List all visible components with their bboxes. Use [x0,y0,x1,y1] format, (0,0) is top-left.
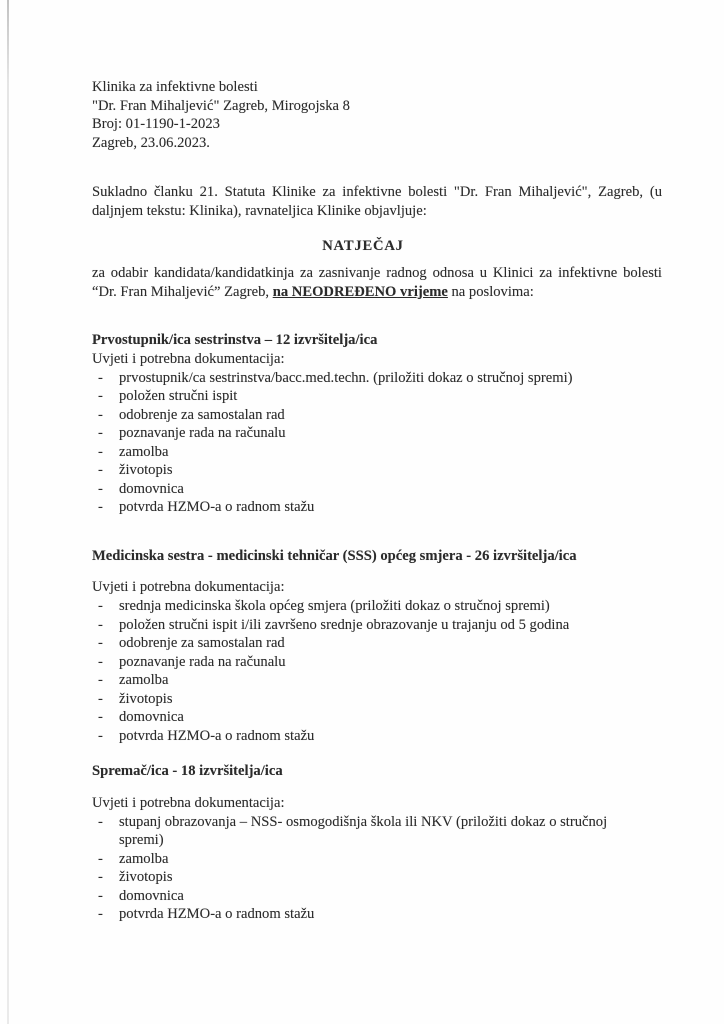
bullet-dash: - [98,480,103,497]
list-item [92,690,662,709]
list-item [92,498,662,517]
list-item [92,597,662,616]
bullet-dash: - [98,906,103,923]
list-item [92,868,662,887]
bullet-text: životopis [119,869,173,886]
list-item [92,443,662,462]
bullet-text: položen stručni ispit [119,388,238,405]
bullet-text: poznavanje rada na računalu [119,653,286,670]
bullet-text: srednja medicinska škola općeg smjera (priložiti dokaz o stručnoj spremi) [119,598,550,615]
document-content [92,78,662,924]
list-item [92,461,662,480]
job-section-heading: Spremač/ica - 18 izvršitelja/ica [92,763,283,780]
list-item [92,406,662,425]
job-section-medicinska-sestra [92,547,662,745]
bullet-dash: - [98,462,103,479]
letterhead [92,78,662,153]
bullet-dash: - [98,690,103,707]
bullet-dash: - [98,709,103,726]
bullet-text: prvostupnik/ca sestrinstva/bacc.med.techn. (priložiti dokaz o stručnoj spremi) [119,369,573,386]
requirements-list [92,597,662,745]
document-title: NATJEČAJ [322,238,404,255]
list-item [92,887,662,906]
bullet-dash: - [98,388,103,405]
letterhead-reference-number: Broj: 01-1190-1-2023 [92,116,220,133]
list-item [92,480,662,499]
bullet-dash: - [98,425,103,442]
list-item [92,424,662,443]
bullet-dash: - [98,672,103,689]
bullet-dash: - [98,813,103,830]
bullet-text: potvrda HZMO-a o radnom stažu [119,727,315,744]
letterhead-organization: Klinika za infektivne bolesti [92,79,258,95]
list-item [92,616,662,635]
bullet-text: zamolba [119,850,169,867]
job-section-prvostupnik [92,331,662,516]
bullet-dash: - [98,887,103,904]
bullet-text: poznavanje rada na računalu [119,425,286,442]
bullet-text: životopis [119,462,173,479]
list-item [92,671,662,690]
intro-paragraph: Sukladno članku 21. Statuta Klinike za infektivne bolesti "Dr. Fran Mihaljević", Zagreb, (u daljnjem tekstu: Klinika), ravnateljica Klinike objavljuje: [92,183,662,219]
letterhead-place-date: Zagreb, 23.06.2023. [92,135,210,152]
bullet-dash: - [98,635,103,652]
bullet-dash: - [98,653,103,670]
list-item [92,850,662,869]
bullet-text: stupanj obrazovanja – NSS- osmogodišnja škola ili NKV (priložiti dokaz o stručnoj spremi) [119,813,608,849]
requirements-label: Uvjeti i potrebna dokumentacija: [92,794,285,811]
list-item [92,653,662,672]
bullet-dash: - [98,443,103,460]
list-item [92,708,662,727]
requirements-label: Uvjeti i potrebna dokumentacija: [92,579,285,596]
letterhead-address: "Dr. Fran Mihaljević" Zagreb, Mirogojska 8 [92,97,350,114]
bullet-text: domovnica [119,480,184,497]
requirements-list [92,813,662,924]
bullet-dash: - [98,499,103,516]
bullet-dash: - [98,406,103,423]
bullet-text: zamolba [119,672,169,689]
scan-edge-artifact [7,0,9,1024]
bullet-text: zamolba [119,443,169,460]
bullet-text: potvrda HZMO-a o radnom stažu [119,906,315,923]
list-item [92,634,662,653]
bullet-dash: - [98,727,103,744]
job-section-heading: Prvostupnik/ica sestrinstva – 12 izvršitelja/ica [92,332,378,349]
requirements-label: Uvjeti i potrebna dokumentacija: [92,351,285,368]
job-section-spremac [92,762,662,923]
subject-emphasis: na NEODREĐENO vrijeme [272,283,448,300]
bullet-dash: - [98,869,103,886]
list-item [92,727,662,746]
bullet-dash: - [98,616,103,633]
bullet-text: domovnica [119,709,184,726]
bullet-text: domovnica [119,887,184,904]
list-item [92,905,662,924]
bullet-dash: - [98,850,103,867]
subject-paragraph [92,264,662,301]
bullet-text: životopis [119,690,173,707]
subject-text-post: na poslovima: [447,283,534,300]
bullet-text: potvrda HZMO-a o radnom stažu [119,499,315,516]
list-item [92,387,662,406]
bullet-text: odobrenje za samostalan rad [119,635,285,652]
list-item [92,369,662,388]
bullet-dash: - [98,598,103,615]
list-item [92,813,662,850]
job-section-heading: Medicinska sestra - medicinski tehničar (SSS) općeg smjera - 26 izvršitelja/ica [92,547,577,564]
bullet-text: odobrenje za samostalan rad [119,406,285,423]
subject-text-pre: za odabir kandidata/kandidatkinja za zasnivanje radnog odnosa u Klinici za infektivne bolesti “Dr. Fran Mihaljević” Zagreb, [92,264,662,300]
requirements-list [92,369,662,517]
bullet-text: položen stručni ispit i/ili završeno srednje obrazovanje u trajanju od 5 godina [119,616,570,633]
bullet-dash: - [98,369,103,386]
